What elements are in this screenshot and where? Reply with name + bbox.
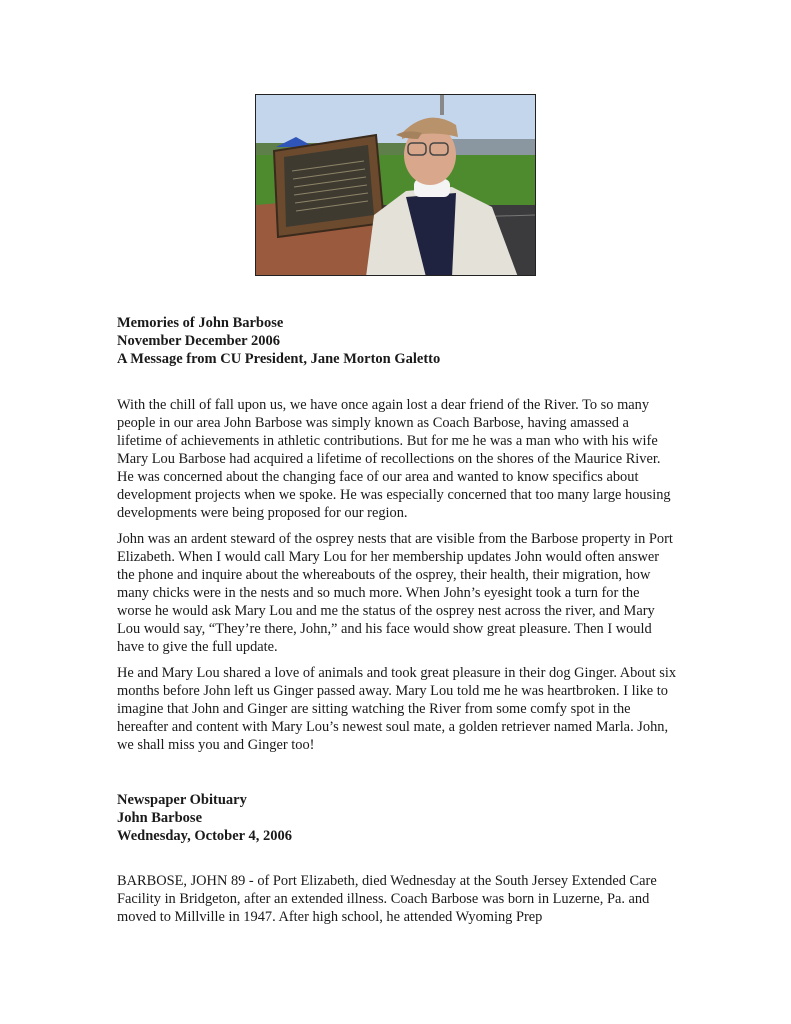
obituary-date: Wednesday, October 4, 2006 (117, 828, 292, 844)
memorial-title: Memories of John Barbose (117, 315, 284, 331)
paragraph-2: John was an ardent steward of the osprey nests that are visible from the Barbose property in Port Elizabeth. When I would call Mary Lou for her membership updates John would often answer the phone and inquire about the whereabouts of the osprey, their health, their migration, how many chicks were in the nests and so much more. When John’s eyesight took a turn for the worse he would ask Mary Lou and me the status of the osprey nest across the river, and Mary Lou would say, “They’re there, John,” and his face would show great pleasure. Then I would have to give the full update. (117, 531, 673, 655)
portrait-photo-icon (256, 95, 536, 276)
obituary-text: BARBOSE, JOHN 89 - of Port Elizabeth, died Wednesday at the South Jersey Extended Care Facility in Bridgeton, after an extended illness. Coach Barbose was born in Luzerne, Pa. and moved to Millville in 1947. After high school, he attended Wyoming Prep (117, 873, 657, 925)
paragraph-3: He and Mary Lou shared a love of animals and took great pleasure in their dog Ginger. About six months before John left us Ginger passed away. Mary Lou told me he was heartbroken. I like to imagine that John and Ginger are sitting watching the River from some comfy spot in the hereafter and content with Mary Lou’s newest soul mate, a golden retriever named Marla. John, we shall miss you and Ginger too! (117, 665, 677, 753)
issue-date: November December 2006 (117, 333, 280, 349)
portrait-photo (255, 94, 536, 276)
obituary-name: John Barbose (117, 810, 203, 826)
obituary-heading: Newspaper Obituary (117, 792, 247, 808)
paragraph-1: With the chill of fall upon us, we have once again lost a dear friend of the River. To so many people in our area John Barbose was simply known as Coach Barbose, having amassed a lifetime of achievements in athletic contributions. But for me he was a man who with his wife Mary Lou Barbose had acquired a lifetime of recollections on the shores of the Maurice River. He was concerned about the changing face of our area and wanted to know specifics about development projects when we spoke. He was especially concerned that too many large housing developments were being proposed for our region. (117, 397, 671, 521)
message-byline: A Message from CU President, Jane Morton Galetto (117, 351, 441, 367)
